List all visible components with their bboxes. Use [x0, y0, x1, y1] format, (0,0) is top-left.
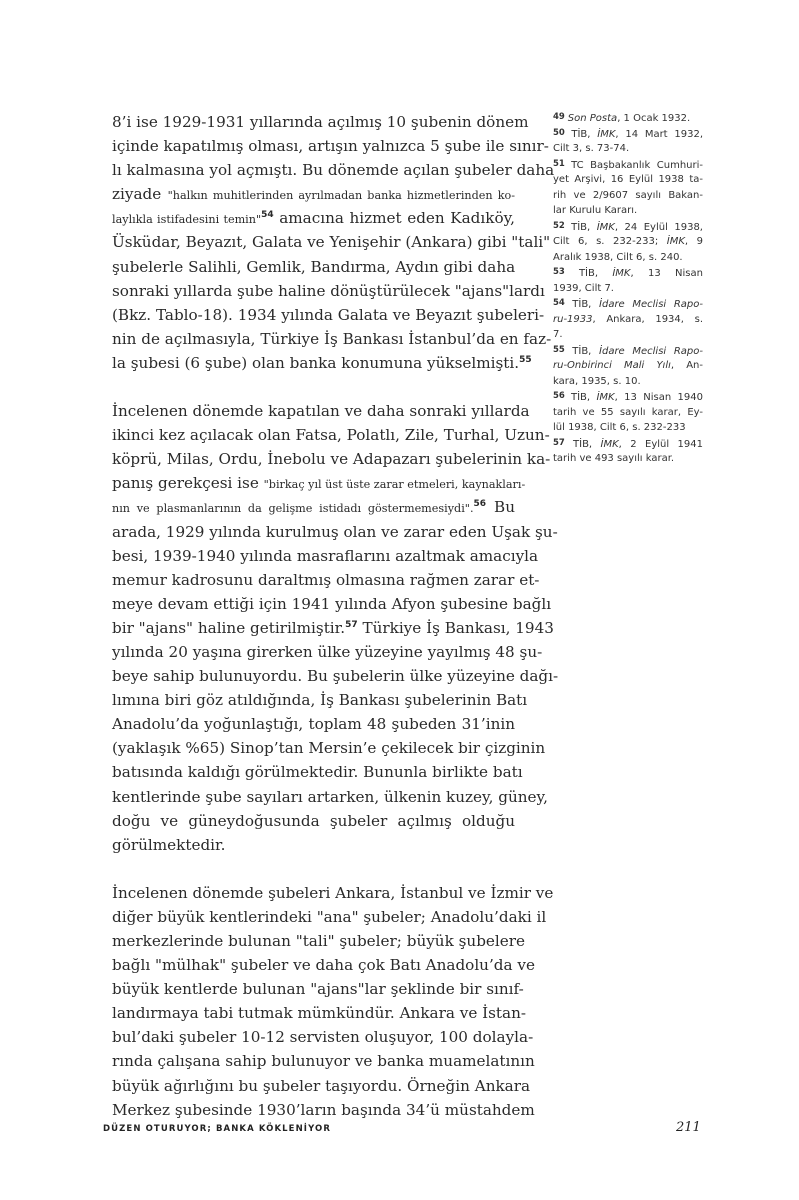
footnote-line [553, 110, 703, 126]
footnote-number: 53 [553, 267, 579, 277]
footnote-line [553, 405, 703, 421]
footnote-number: 51 [553, 158, 572, 169]
footnote-line [553, 312, 703, 328]
text-line: rında çalışana sahip bulunuyor ve banka muamelatının [112, 1052, 535, 1071]
text-line: doğu ve güneydoğusunda şubeler açılmış olduğu [112, 811, 515, 830]
text-line: landırmaya tabi tutmak mümkündür. Ankara ve İstan- [112, 1004, 526, 1023]
text-line: yılında 20 yaşına girerken ülke yüzeyine yayılmış 48 şu- [112, 642, 543, 661]
footnote-number: 52 [553, 220, 572, 231]
footnote-line [553, 157, 703, 173]
footnote-51 [553, 157, 703, 219]
text-run: ziyade [112, 185, 168, 204]
footnote-text: tarih ve 55 sayılı karar, Ey- [553, 406, 703, 418]
footnote-text: , 13 Nisan 1940 [614, 392, 703, 403]
text-line: sonraki yıllarda şube haline dönüştürülecek "ajans"lardı [112, 281, 545, 300]
footnote-53 [553, 265, 703, 296]
footnote-italic-text: ru-1933 [553, 313, 593, 325]
text-line: (Bkz. Tablo-18). 1934 yılında Galata ve Beyazıt şubeleri- [112, 305, 545, 324]
footnote-italic-text: İMK [666, 236, 685, 247]
text-line: kentlerinde şube sayıları artarken, ülkenin kuzey, güney, [112, 787, 548, 806]
running-head: DÜZEN OTURUYOR; BANKA KÖKLENİYOR [103, 1124, 331, 1134]
footnote-line [553, 343, 703, 359]
footnote-text: lar Kurulu Kararı. [553, 205, 638, 216]
footnote-italic-text: İMK [612, 268, 631, 279]
text-line: lı kalmasına yol açmıştı. Bu dönemde açılan şubeler daha [112, 161, 555, 180]
text-line [112, 206, 515, 230]
footnote-text: TİB, [573, 438, 601, 450]
text-run: panış gerekçesi ise [112, 474, 264, 493]
footnote-text: 1939, Cilt 7. [553, 282, 614, 294]
footnote-line [553, 296, 703, 312]
footnote-italic-text: ru-Onbirinci Mali Yılı [553, 360, 671, 371]
footnote-number: 49 [553, 112, 568, 122]
footnote-text: tarih ve 493 sayılı karar. [553, 453, 675, 464]
footnote-line [553, 389, 703, 405]
text-line: İncelenen dönemde kapatılan ve daha sonraki yıllarda [112, 402, 530, 421]
paragraph [112, 399, 559, 857]
footnote-line [553, 281, 703, 297]
footnote-line [553, 203, 703, 219]
footnote-text: , 14 Mart 1932, [615, 128, 703, 140]
footnote-text: Cilt 6, s. 232-233; [553, 236, 667, 247]
text-line: nin de açılmasıyla, Türkiye İş Bankası İstanbul’da en faz- [112, 329, 552, 348]
footnote-57 [553, 436, 703, 467]
footnote-line [553, 250, 703, 266]
paragraph-gap [112, 857, 515, 881]
footnote-italic-text: İdare Meclisi Rapo- [599, 345, 703, 357]
text-line: memur kadrosunu daraltmış olmasına rağmen zarar et- [112, 570, 540, 589]
footnote-line [553, 126, 703, 142]
text-run: Bu [486, 498, 515, 517]
text-line: diğer büyük kentlerindeki "ana" şubeler; Anadolu’daki il [112, 907, 547, 926]
footnote-text: TİB, [571, 221, 597, 233]
footnote-text: TİB, [570, 392, 597, 403]
footnote-text: 7. [553, 329, 563, 340]
text-run: amacına hizmet eden Kadıköy, [273, 209, 515, 228]
text-line: lımına biri göz atıldığında, İş Bankası şubelerinin Batı [112, 691, 528, 710]
footnote-55 [553, 343, 703, 390]
footnote-54 [553, 296, 703, 343]
footnote-italic-text: İMK [597, 128, 616, 140]
text-line: bağlı "mülhak" şubeler ve daha çok Batı Anadolu’da ve [112, 956, 535, 975]
footnote-text: , 13 Nisan [630, 268, 703, 279]
footnote-text: TİB, [572, 345, 600, 357]
footnote-line [553, 141, 703, 157]
footnote-text: rih ve 2/9607 sayılı Bakan- [553, 189, 703, 201]
paragraph-gap [112, 375, 515, 399]
footnote-text: Aralık 1938, Cilt 6, s. 240. [553, 251, 683, 263]
quoted-text: laylıkla istifadesini temin" [112, 213, 262, 227]
footnote-text: TİB, [571, 128, 598, 140]
text-line: meye devam ettiği için 1941 yılında Afyon şubesine bağlı [112, 594, 552, 613]
footnotes-column [553, 110, 703, 467]
footnote-text: , 2 Eylül 1941 [618, 438, 703, 450]
text-line: ikinci kez açılacak olan Fatsa, Polatlı, Zile, Turhal, Uzun- [112, 426, 550, 445]
text-line [112, 616, 554, 640]
text-line: 8’i ise 1929-1931 yıllarında açılmış 10 şubenin dönem [112, 113, 529, 131]
text-line: batısında kaldığı görülmektedir. Bununla birlikte batı [112, 763, 523, 782]
footnote-line [553, 265, 703, 281]
footnote-line [553, 234, 703, 250]
text-line: besi, 1939-1940 yılında masraflarını azaltmak amacıyla [112, 546, 539, 565]
footnote-reference: 56 [473, 499, 487, 510]
text-line: köprü, Milas, Ordu, İnebolu ve Adapazarı şubelerinin ka- [112, 450, 551, 469]
footnote-number: 50 [553, 127, 572, 138]
footnote-text: TC Başbakanlık Cumhuri- [571, 159, 703, 171]
footnote-number: 54 [553, 298, 573, 308]
text-line: görülmektedir. [112, 835, 226, 854]
footnote-line [553, 327, 703, 343]
footnote-line [553, 188, 703, 204]
footnote-line [553, 358, 703, 374]
footnote-number: 57 [553, 437, 574, 448]
footnote-italic-text: İdare Meclisi Rapo- [599, 299, 703, 310]
footnote-50 [553, 126, 703, 157]
footnote-49 [553, 110, 703, 126]
footnote-text: , Ankara, 1934, s. [592, 313, 703, 325]
text-line: beye sahip bulunuyordu. Bu şubelerin ülke yüzeyine dağı- [112, 667, 559, 686]
text-line [112, 471, 526, 495]
footnote-text: TİB, [572, 299, 600, 310]
footnote-number: 55 [553, 344, 573, 355]
text-run: bir "ajans" haline getirilmiştir. [112, 618, 346, 637]
text-line: Anadolu’da yoğunlaştığı, toplam 48 şubeden 31’inin [112, 715, 515, 734]
text-run: Türkiye İş Bankası, 1943 [357, 618, 554, 637]
text-line: büyük kentlerde bulunan "ajans"lar şeklinde bir sınıf- [112, 980, 524, 999]
footnote-text: Cilt 3, s. 73-74. [553, 143, 630, 154]
text-line [112, 182, 515, 206]
quoted-text: "halkın muhitlerinden ayrılmadan banka hizmetlerinden ko- [167, 189, 515, 203]
text-line: arada, 1929 yılında kurulmuş olan ve zarar eden Uşak şu- [112, 522, 558, 541]
text-line [112, 351, 532, 375]
text-line: Üsküdar, Beyazıt, Galata ve Yenişehir (Ankara) gibi "tali" [112, 233, 551, 252]
footnote-line [553, 219, 703, 235]
text-line: İncelenen dönemde şubeleri Ankara, İstanbul ve İzmir ve [112, 883, 554, 902]
footnote-line [553, 436, 703, 452]
footnote-number: 56 [553, 391, 571, 401]
footnote-reference: 54 [261, 210, 274, 221]
main-text-column [112, 110, 559, 1122]
footnote-text: yet Arşivi, 16 Eylül 1938 ta- [553, 174, 703, 185]
footnote-line [553, 451, 703, 467]
quoted-text: "birkaç yıl üst üste zarar etmeleri, kaynakları- [263, 478, 526, 492]
footnote-italic-text: Son Posta [567, 113, 618, 124]
text-line: şubelerle Salihli, Gemlik, Bandırma, Aydın gibi daha [112, 257, 516, 276]
text-line: (yaklaşık %65) Sinop’tan Mersin’e çekilecek bir çizginin [112, 739, 546, 758]
footnote-text: kara, 1935, s. 10. [553, 375, 641, 387]
footnote-text: , 24 Eylül 1938, [614, 221, 703, 233]
footnote-line [553, 172, 703, 188]
footnote-56 [553, 389, 703, 436]
text-line: merkezlerinde bulunan "tali" şubeler; büyük şubelere [112, 932, 525, 950]
text-line: Merkez şubesinde 1930’ların başında 34’ü müstahdem [112, 1100, 535, 1119]
footnote-text: lül 1938, Cilt 6, s. 232-233 [553, 422, 686, 433]
text-line: içinde kapatılmış olması, artışın yalnızca 5 şube ile sınır- [112, 137, 549, 156]
footnote-reference: 55 [519, 354, 532, 365]
footnote-52 [553, 219, 703, 266]
text-line [112, 495, 515, 519]
footnote-text: , 1 Ocak 1932. [617, 113, 691, 124]
footnote-reference: 57 [345, 619, 358, 630]
footnote-italic-text: İMK [600, 438, 619, 450]
quoted-text: nın ve plasmanlarının da gelişme istidadı göstermemesiydi". [112, 502, 474, 516]
text-line: büyük ağırlığını bu şubeler taşıyordu. Örneğin Ankara [112, 1076, 531, 1095]
page-number: 211 [676, 1120, 701, 1135]
footnote-text: , 9 [684, 236, 703, 247]
footnote-text: , An- [670, 360, 703, 371]
text-line: bul’daki şubeler 10-12 servisten oluşuyor, 100 dolayla- [112, 1028, 534, 1047]
footnote-line [553, 374, 703, 390]
text-run: la şubesi (6 şube) olan banka konumuna yükselmişti. [112, 353, 520, 372]
footnote-line [553, 420, 703, 436]
footnote-italic-text: İMK [596, 392, 615, 403]
paragraph [112, 881, 554, 1122]
footnote-italic-text: İMK [596, 221, 615, 233]
footnote-text: TİB, [578, 268, 613, 279]
paragraph [112, 110, 555, 375]
